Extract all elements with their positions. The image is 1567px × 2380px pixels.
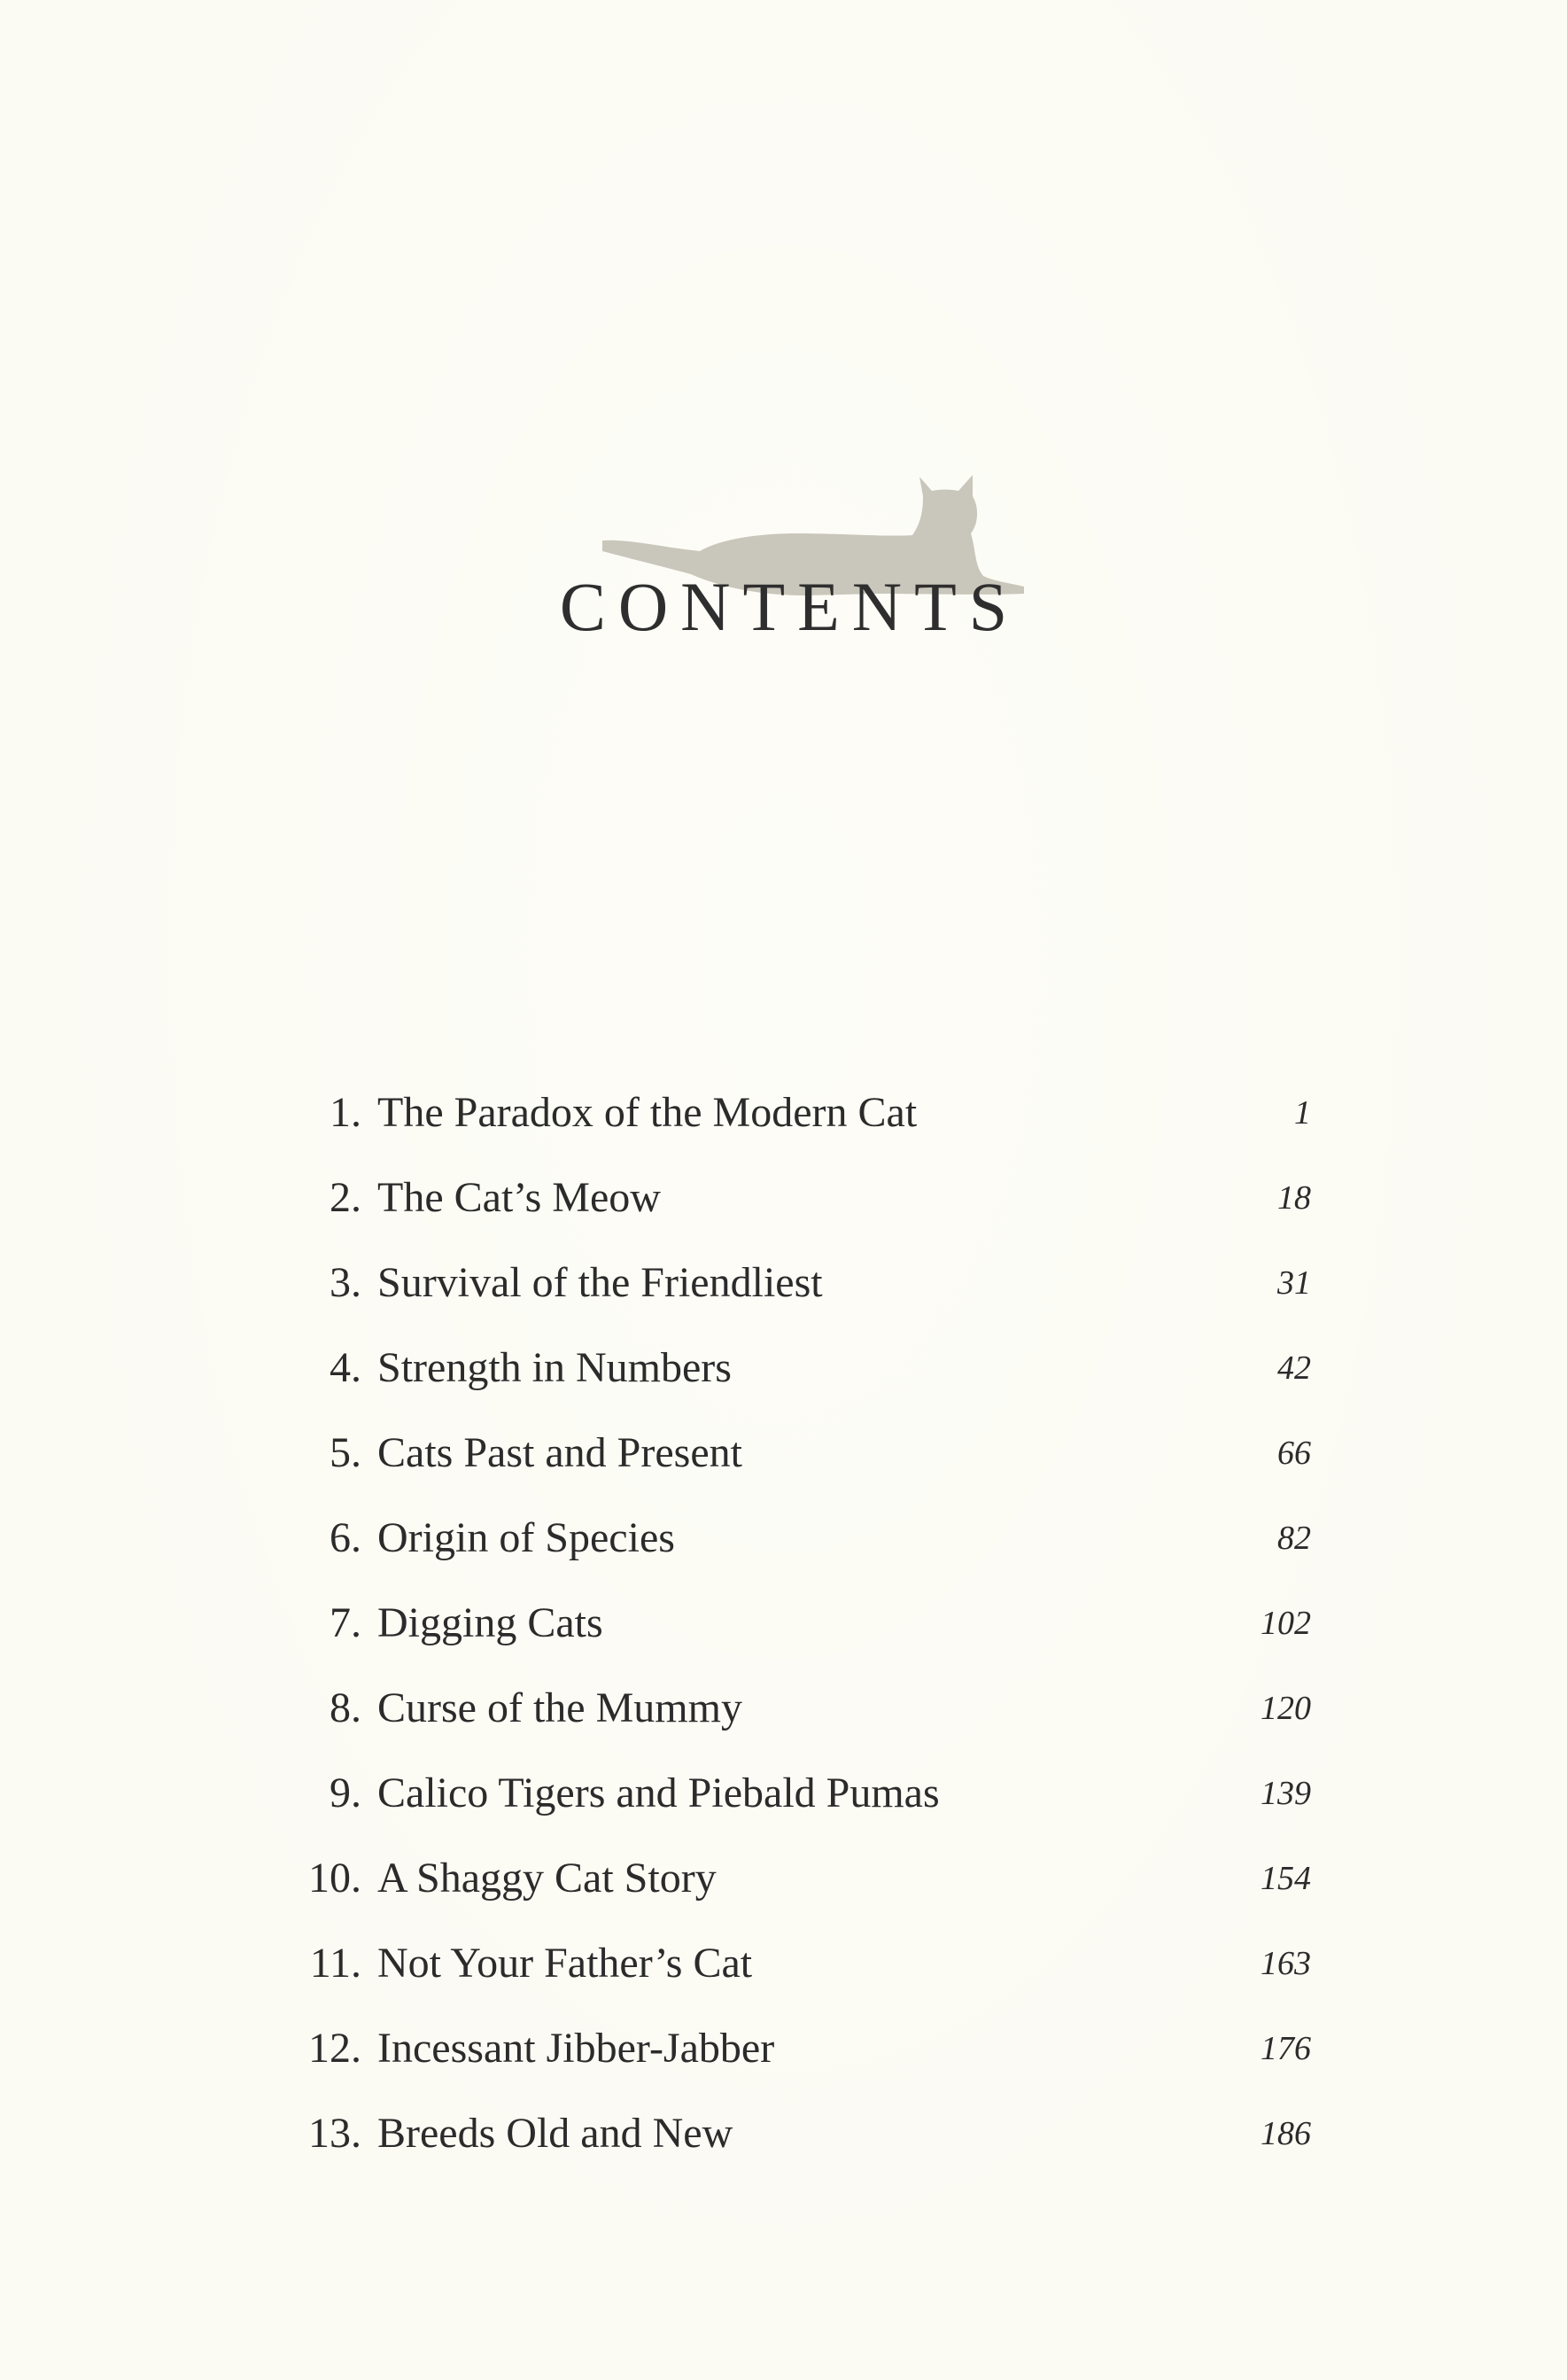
chapter-page-number: 42 xyxy=(1277,1349,1311,1387)
toc-entry xyxy=(266,2006,1311,2091)
chapter-number: 4. xyxy=(330,1344,361,1391)
chapter-page-number: 163 xyxy=(1261,1945,1311,1982)
toc-entry xyxy=(266,1751,1311,1836)
toc-entry xyxy=(266,1241,1311,1326)
toc-entry xyxy=(266,1411,1311,1496)
chapter-title: Digging Cats xyxy=(377,1599,603,1646)
chapter-page-number: 154 xyxy=(1261,1860,1311,1897)
chapter-number: 2. xyxy=(330,1174,361,1221)
chapter-page-number: 66 xyxy=(1277,1435,1311,1472)
chapter-title: Origin of Species xyxy=(377,1514,675,1561)
chapter-page-number: 18 xyxy=(1277,1179,1311,1217)
toc-entry xyxy=(266,1496,1311,1581)
toc-entry xyxy=(266,1921,1311,2006)
chapter-title: Incessant Jibber-Jabber xyxy=(377,2025,775,2072)
chapter-title: Not Your Father’s Cat xyxy=(377,1940,753,1987)
chapter-page-number: 186 xyxy=(1261,2115,1311,2152)
chapter-title: Survival of the Friendliest xyxy=(377,1259,823,1306)
chapter-page-number: 120 xyxy=(1261,1690,1311,1727)
chapter-title: Curse of the Mummy xyxy=(377,1684,742,1731)
chapter-title: Strength in Numbers xyxy=(377,1344,732,1391)
chapter-page-number: 176 xyxy=(1261,2030,1311,2067)
chapter-number: 13. xyxy=(308,2110,361,2157)
chapter-title: Cats Past and Present xyxy=(377,1429,742,1476)
chapter-number: 7. xyxy=(330,1599,361,1646)
table-of-contents xyxy=(266,1070,1311,2176)
chapter-number: 5. xyxy=(330,1429,361,1476)
chapter-title: The Paradox of the Modern Cat xyxy=(377,1089,918,1136)
toc-entry xyxy=(266,1581,1311,1666)
toc-entry xyxy=(266,1836,1311,1921)
chapter-number: 11. xyxy=(309,1940,361,1987)
chapter-page-number: 139 xyxy=(1261,1775,1311,1812)
chapter-title: Breeds Old and New xyxy=(377,2110,733,2157)
page-title: CONTENTS xyxy=(559,568,1020,645)
toc-entry xyxy=(266,1326,1311,1411)
chapter-page-number: 102 xyxy=(1261,1605,1311,1642)
chapter-title: The Cat’s Meow xyxy=(377,1174,661,1221)
toc-entry xyxy=(266,1666,1311,1751)
chapter-title: Calico Tigers and Piebald Pumas xyxy=(377,1769,940,1816)
chapter-page-number: 1 xyxy=(1294,1094,1311,1132)
chapter-number: 6. xyxy=(330,1514,361,1561)
chapter-number: 9. xyxy=(330,1769,361,1816)
chapter-page-number: 82 xyxy=(1277,1520,1311,1557)
chapter-number: 3. xyxy=(330,1259,361,1306)
chapter-number: 8. xyxy=(330,1684,361,1731)
toc-entry xyxy=(266,1155,1311,1241)
chapter-number: 1. xyxy=(330,1089,361,1136)
chapter-number: 12. xyxy=(308,2025,361,2072)
chapter-number: 10. xyxy=(308,1855,361,1902)
toc-entry xyxy=(266,2091,1311,2176)
chapter-title: A Shaggy Cat Story xyxy=(377,1855,717,1902)
toc-entry xyxy=(266,1070,1311,1155)
chapter-page-number: 31 xyxy=(1277,1264,1311,1302)
